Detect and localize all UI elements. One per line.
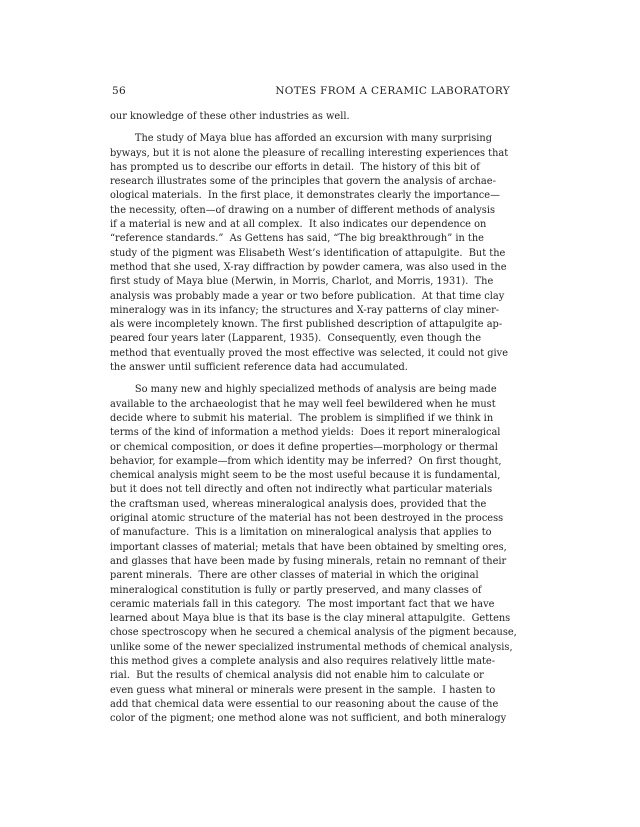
text-line: has prompted us to describe our efforts in detail. The history of this bit of bbox=[110, 161, 480, 173]
paragraph bbox=[110, 383, 517, 726]
page-header bbox=[112, 85, 510, 103]
paragraph-gap bbox=[110, 124, 514, 132]
paragraph bbox=[110, 110, 514, 124]
text-line: learned about Maya blue is that its base is the clay mineral attapulgite. Gettens bbox=[110, 613, 511, 625]
text-line: of manufacture. This is a limitation on mineralogical analysis that applies to bbox=[110, 527, 492, 539]
text-line: mineralogical constitution is fully or partly preserved, and many classes of bbox=[110, 584, 482, 596]
text-line: behavior, for example—from which identity may be inferred? On first thought, bbox=[110, 455, 502, 467]
text-line: unlike some of the newer specialized instrumental methods of chemical analysis, bbox=[110, 641, 513, 653]
text-line: this method gives a complete analysis and also requires relatively little mate- bbox=[110, 655, 496, 667]
text-line: analysis was probably made a year or two before publication. At that time clay bbox=[110, 290, 505, 302]
text-line: mineralogy was in its infancy; the structures and X-ray patterns of clay miner- bbox=[110, 304, 500, 316]
text-line: The study of Maya blue has afforded an excursion with many surprising bbox=[110, 133, 492, 145]
text-line: our knowledge of these other industries as well. bbox=[110, 111, 350, 122]
text-line: method that eventually proved the most effective was selected, it could not give bbox=[110, 347, 508, 359]
text-line: rial. But the results of chemical analysis did not enable him to calculate or bbox=[110, 670, 484, 682]
text-line: first study of Maya blue (Merwin, in Morris, Charlot, and Morris, 1931). The bbox=[110, 276, 494, 288]
text-line: available to the archaeologist that he may well feel bewildered when he must bbox=[110, 398, 496, 410]
text-line: and glasses that have been made by fusing minerals, retain no remnant of their bbox=[110, 555, 507, 567]
text-line: ceramic materials fall in this category. The most important fact that we have bbox=[110, 598, 495, 610]
text-line: ological materials. In the first place, it demonstrates clearly the importance— bbox=[110, 190, 500, 202]
paragraph-container bbox=[110, 110, 517, 726]
body-text bbox=[110, 110, 517, 726]
text-line: important classes of material; metals that have been obtained by smelting ores, bbox=[110, 541, 507, 553]
text-line: the necessity, often—of drawing on a number of different methods of analysis bbox=[110, 204, 495, 216]
text-line: original atomic structure of the material has not been destroyed in the process bbox=[110, 513, 504, 525]
paragraph bbox=[110, 132, 514, 375]
page-number: 56 bbox=[112, 85, 126, 97]
text-line: even guess what mineral or minerals were present in the sample. I hasten to bbox=[110, 684, 496, 696]
text-line: als were incompletely known. The first published description of attapulgite ap- bbox=[110, 319, 503, 331]
text-line: “reference standards.” As Gettens has said, “The big breakthrough” in the bbox=[110, 233, 484, 245]
text-line: or chemical composition, or does it define properties—morphology or thermal bbox=[110, 441, 498, 453]
text-line: So many new and highly specialized methods of analysis are being made bbox=[110, 384, 497, 396]
text-line: the answer until sufficient reference data had accumulated. bbox=[110, 362, 408, 374]
text-line: peared four years later (Lapparent, 1935). Consequently, even though the bbox=[110, 333, 482, 345]
text-line: study of the pigment was Elisabeth West’s identification of attapulgite. But the bbox=[110, 247, 506, 259]
text-line: byways, but it is not alone the pleasure of recalling interesting experiences that bbox=[110, 147, 509, 159]
text-line: color of the pigment; one method alone was not sufficient, and both mineralogy bbox=[110, 713, 507, 725]
text-line: decide where to submit his material. The problem is simplified if we think in bbox=[110, 412, 494, 424]
text-line: add that chemical data were essential to our reasoning about the cause of the bbox=[110, 698, 499, 710]
running-title: NOTES FROM A CERAMIC LABORATORY bbox=[275, 85, 510, 97]
text-line: method that she used, X-ray diffraction by powder camera, was also used in the bbox=[110, 261, 507, 273]
paragraph-gap bbox=[110, 375, 514, 383]
text-line: chose spectroscopy when he secured a chemical analysis of the pigment because, bbox=[110, 627, 517, 639]
text-line: chemical analysis might seem to be the most useful because it is fundamental, bbox=[110, 470, 501, 482]
text-line: terms of the kind of information a method yields: Does it report mineralogical bbox=[110, 427, 501, 439]
text-line: but it does not tell directly and often not indirectly what particular materials bbox=[110, 484, 493, 496]
text-line: if a material is new and at all complex. It also indicates our dependence on bbox=[110, 219, 487, 231]
text-line: research illustrates some of the principles that govern the analysis of archae- bbox=[110, 176, 496, 188]
text-line: the craftsman used, whereas mineralogical analysis does, provided that the bbox=[110, 498, 487, 510]
text-line: parent minerals. There are other classes of material in which the original bbox=[110, 570, 479, 582]
